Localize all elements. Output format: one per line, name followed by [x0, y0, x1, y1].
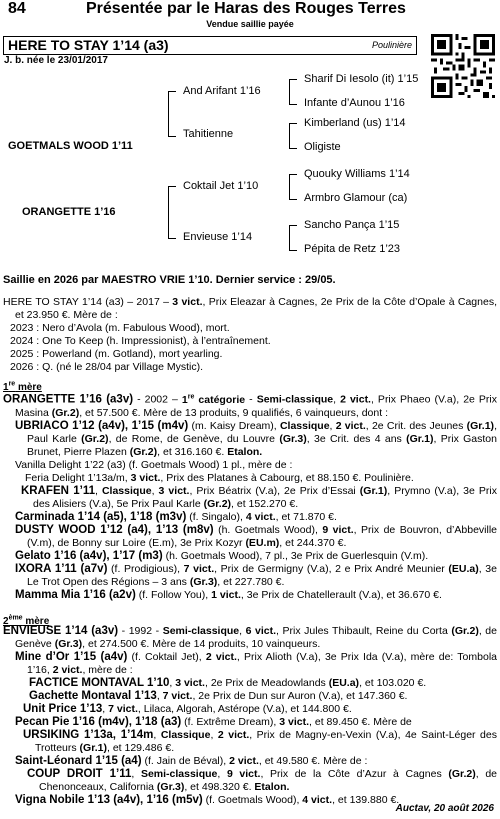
pedigree-bracket: [168, 91, 176, 137]
first-dam-section: ORANGETTE 1’16 (a3v) - 2002 – 1re catégorie - Semi-classique, 2 vict., Prix Phaeo (V.a), 2e Prix Masina (Gr.2), et 57.500 €. Mère de 13 produits, 9 qualifiés, 6 vainqueurs, dont : UBRIACO 1’12 (a4v), 1’15 (m4v) (m. Kaisy Dream), Classique, 2 vict., 2e Crit. des Jeunes (Gr.1), Paul Karle (Gr.2), de Rome, de Genève, du Louvre (Gr.3), 3e Crit. des 4 ans (Gr.1), Prix Gaston Brunet, Pierre Plazen (Gr.2), et 316.160 €. Etalon. Vanilla Delight 1’22 (a3) (f. Goetmals Wood) 1 pl., mère de : Feria Delight 1’13a/m, 3 vict., Prix des Platanes à Cabourg, et 88.150 €. Poulinière. KRAFEN 1’11, Classique, 3 vict., Prix Béatrix (V.a), 2e Prix d’Essai (Gr.1), Prymno (V.a), 3e Prix des Alisiers (V.a), 5e Prix Paul Karle (Gr.2), et 152.270 €. Carminada 1’14 (a5), 1’18 (m3v) (f. Singalo), 4 vict., et 71.870 €. DUSTY WOOD 1’12 (a4), 1’13 (m8v) (h. Goetmals Wood), 9 vict., Prix de Bouvron, d’Abbeville (V.m), de Bonny sur Loire (E.m), 3e Prix Kozyr (EU.m), et 244.370 €. Gelato 1’16 (a4v), 1’17 (m3) (h. Goetmals Wood), 7 pl., 3e Prix de Guerlesquin (V.m). IXORA 1’11 (a7v) (f. Prodigious), 7 vict., Prix de Germigny (V.a), 2 e Prix André Meunier (EU.a), 3e Le Trot Open des Régions – 3 ans (Gr.3), et 227.780 €. Mamma Mia 1’16 (a2v) (f. Follow You), 1 vict., 3e Prix de Chatellerault (V.a), et 36.670 €.: [3, 393, 497, 601]
pedigree-bracket: [168, 186, 176, 239]
horse-name: HERE TO STAY 1’14 (a3): [8, 37, 169, 53]
horse-birth: J. b. née le 23/01/2017: [4, 55, 108, 66]
sire-sire-name: And Arifant 1’16: [183, 85, 261, 97]
first-dam-label: 1re mère: [3, 381, 42, 394]
consignor-title: Présentée par le Haras des Rouges Terres: [86, 0, 406, 17]
second-dam-section: ENVIEUSE 1’14 (a3v) - 1992 - Semi-classique, 6 vict., Prix Jules Thibault, Reine du Corta (Gr.2), de Genève (Gr.3), et 274.500 €. Mère de 14 produits, 10 vainqueurs. Mine d’Or 1’15 (a4v) (f. Coktail Jet), 2 vict., Prix Alioth (V.a), 3e Prix Ida (V.a), mère de: Tombola 1’16, 2 vict., mère de : FACTICE MONTAVAL 1’10, 3 vict., 2e Prix de Meadowlands (EU.a), et 103.020 €. Gachette Montaval 1’13, 7 vict., 2e Prix de Dun sur Auron (V.a), et 147.360 €. Unit Price 1’13, 7 vict., Lilaca, Algorah, Astérope (V.a), et 144.800 €. Pecan Pie 1’16 (m4v), 1’18 (a3) (f. Extrême Dream), 3 vict., et 89.450 €. Mère de URSIKING 1’13a, 1’14m, Classique, 2 vict., Prix de Magny-en-Vexin (V.a), 4e Saint-Léger des Trotteurs (Gr.1), et 129.486 €. Saint-Léonard 1’15 (a4) (f. Jain de Béval), 2 vict., et 49.580 €. Mère de : COUP DROIT 1’11, Semi-classique, 9 vict., Prix de la Côte d’Azur à Cagnes (Gr.2), de Chenonceaux, California (Gr.3), et 498.320 €. Etalon. Vigna Nobile 1’13 (a4v), 1’16 (m5v) (f. Goetmals Wood), 4 vict., et 139.880 €.: [3, 625, 497, 806]
produce-list: [10, 322, 500, 374]
footer-sale-info: Auctav, 20 août 2026: [395, 803, 494, 814]
dam-sire-sire-name: Quouky Williams 1’14: [304, 168, 410, 180]
dam-dam-sire-name: Sancho Pança 1’15: [304, 219, 400, 231]
sale-condition: Vendue saillie payée: [206, 19, 294, 29]
sire-name: GOETMALS WOOD 1’11: [8, 140, 133, 152]
sire-sire-dam-name: Infante d’Aunou 1’16: [304, 97, 405, 109]
second-dam-label: 2ème mère: [3, 615, 50, 628]
pedigree-bracket: [289, 123, 297, 149]
sire-dam-dam-name: Oligiste: [304, 141, 341, 153]
dam-name: ORANGETTE 1’16: [22, 206, 116, 218]
pedigree-bracket: [289, 225, 297, 251]
sire-dam-sire-name: Kimberland (us) 1’14: [304, 117, 406, 129]
lot-number: 84: [8, 0, 26, 17]
dam-sire-name: Coktail Jet 1’10: [183, 180, 259, 192]
produce-item: 2025 : Powerland (m. Gotland), mort yearling.: [10, 348, 223, 360]
pedigree-bracket: [289, 174, 297, 200]
sire-sire-sire-name: Sharif Di Iesolo (it) 1’15: [304, 73, 419, 85]
dam-dam-name: Envieuse 1’14: [183, 231, 253, 243]
pedigree-bracket: [289, 79, 297, 105]
sire-dam-name: Tahitienne: [183, 128, 234, 140]
service-line: Saillie en 2026 par MAESTRO VRIE 1’10. Dernier service : 29/05.: [3, 274, 336, 286]
horse-name-box: [3, 36, 417, 55]
produce-item: 2023 : Nero d’Avola (m. Fabulous Wood), mort.: [10, 322, 230, 334]
dam-dam-dam-name: Pépita de Retz 1’23: [304, 243, 401, 255]
intro-paragraph: HERE TO STAY 1’14 (a3) – 2017 – 3 vict., Prix Eleazar à Cagnes, 2e Prix de la Côte d’Opale à Cagnes, et 23.950 €. Mère de :: [3, 296, 497, 321]
dam-sire-dam-name: Armbro Glamour (ca): [304, 192, 408, 204]
horse-sex: Poulinière: [371, 40, 412, 50]
produce-item: 2024 : One To Keep (h. Impressionist), à l’entraînement.: [10, 335, 271, 347]
produce-item: 2026 : Q. (né le 28/04 par Village Mystic).: [10, 361, 203, 373]
qr-code-icon: [431, 34, 495, 98]
